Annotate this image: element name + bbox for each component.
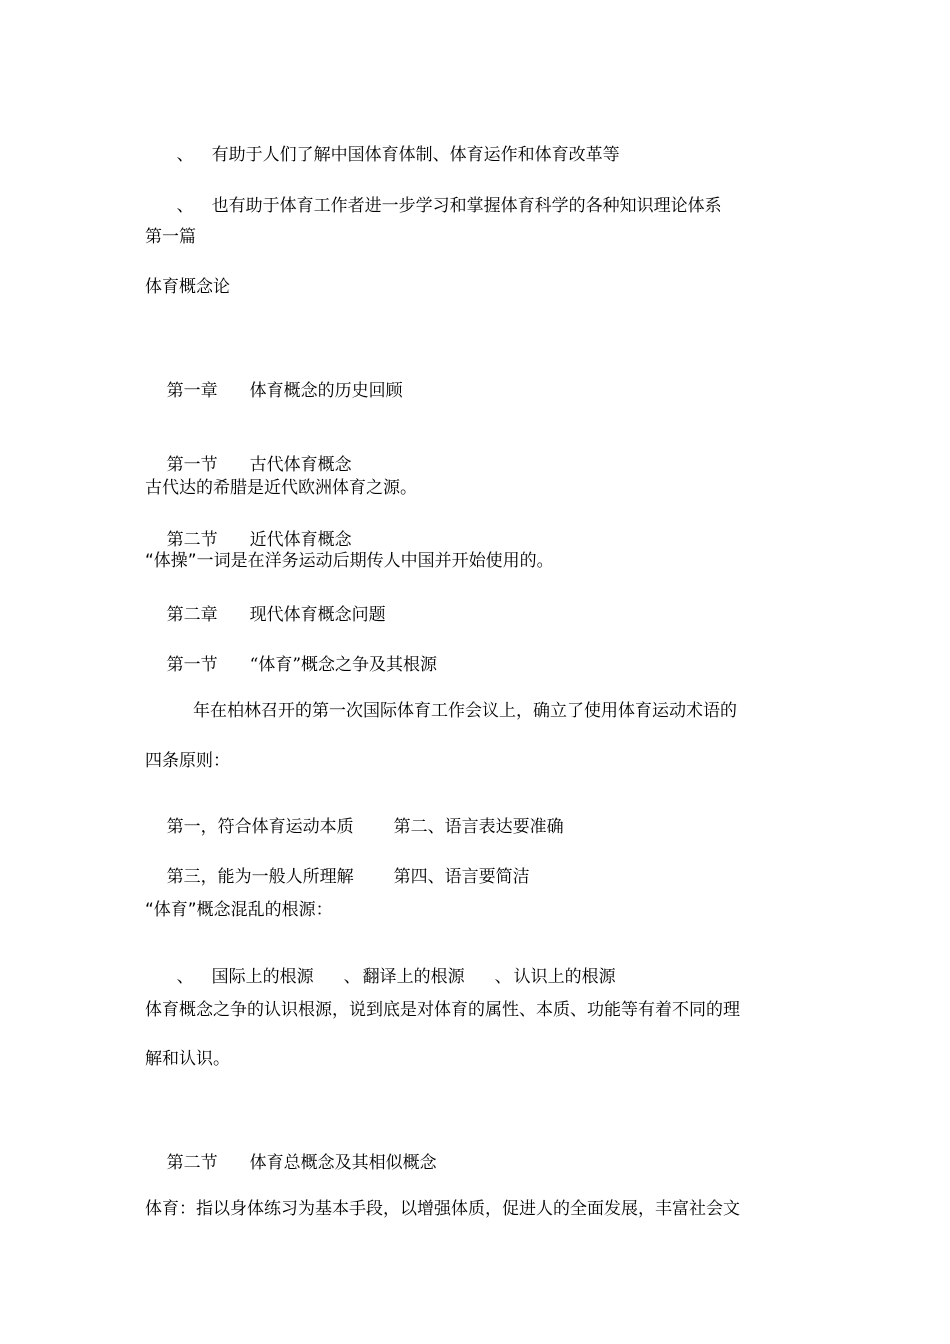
body-text: “体操”一词是在洋务运动后期传人中国并开始使用的。	[145, 551, 554, 571]
principle-item: 第二、语言表达要准确	[393, 817, 564, 837]
root-item: 认识上的根源	[513, 967, 616, 987]
section-number: 第一节	[166, 455, 218, 475]
paragraph-line: 体育概念之争的认识根源，说到底是对体育的属性、本质、功能等有着不同的理	[145, 1000, 740, 1020]
paragraph-line: 体育：指以身体练习为基本手段，以增强体质，促进人的全面发展，丰富社会文	[145, 1199, 740, 1219]
list-item	[155, 130, 620, 181]
chapter-heading	[145, 590, 386, 641]
list-item	[155, 181, 722, 232]
section-heading	[145, 640, 437, 691]
root-item: 翻译上的根源	[362, 967, 465, 987]
section-title: “体育”概念之争及其根源	[249, 655, 438, 675]
principle-item: 第四、语言要简洁	[393, 867, 530, 887]
list-marker: 、	[343, 967, 361, 987]
section-title: 体育总概念及其相似概念	[249, 1153, 437, 1173]
list-marker: 、	[176, 145, 194, 165]
chapter-heading	[145, 366, 403, 417]
paragraph-line: 四条原则：	[145, 751, 230, 771]
part-title: 体育概念论	[145, 277, 230, 297]
list-marker: 、	[176, 196, 194, 216]
section-number: 第一节	[166, 655, 218, 675]
paragraph-line: 年在柏林召开的第一次国际体育工作会议上，确立了使用体育运动术语的	[193, 701, 737, 721]
principle-item: 第一，符合体育运动本质	[166, 817, 354, 837]
root-item: 国际上的根源	[211, 967, 314, 987]
chapter-number: 第一章	[166, 381, 218, 401]
chapter-number: 第二章	[166, 605, 218, 625]
list-item-text: 有助于人们了解中国体育体制、体育运作和体育改革等	[211, 145, 620, 165]
chapter-title: 体育概念的历史回顾	[249, 381, 403, 401]
roots-heading: “体育”概念混乱的根源：	[145, 900, 333, 920]
section-title: 近代体育概念	[249, 530, 352, 550]
principles-row	[145, 852, 530, 903]
roots-list	[155, 952, 616, 1003]
section-number: 第二节	[166, 1153, 218, 1173]
body-text: 古代达的希腊是近代欧洲体育之源。	[145, 478, 417, 498]
list-item-text: 也有助于体育工作者进一步学习和掌握体育科学的各种知识理论体系	[211, 196, 722, 216]
section-title: 古代体育概念	[249, 455, 352, 475]
list-marker: 、	[176, 967, 194, 987]
paragraph-line: 解和认识。	[145, 1049, 230, 1069]
section-heading	[145, 1138, 437, 1189]
chapter-title: 现代体育概念问题	[249, 605, 386, 625]
list-marker: 、	[494, 967, 512, 987]
section-number: 第二节	[166, 530, 218, 550]
principles-row	[145, 802, 564, 853]
part-label: 第一篇	[145, 227, 196, 247]
principle-item: 第三，能为一般人所理解	[166, 867, 354, 887]
